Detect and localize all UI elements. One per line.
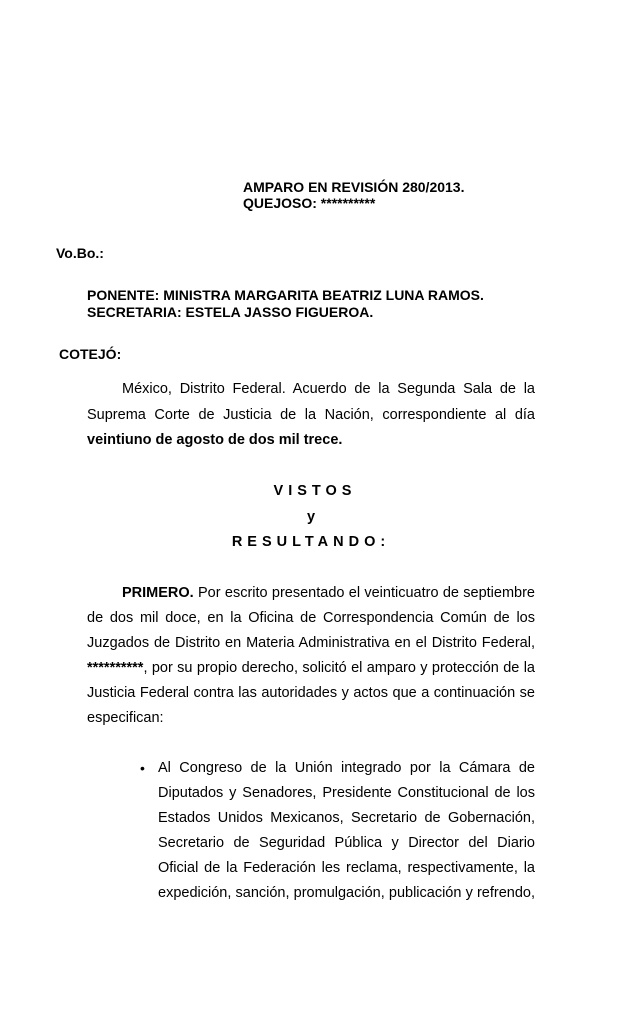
cotejo-label: COTEJÓ: — [59, 346, 122, 362]
primero-line-2: de dos mil doce, en la Oficina de Correspondencia Común de los — [87, 610, 535, 626]
intro-line-2: Suprema Corte de Justicia de la Nación, correspondiente al día — [87, 407, 535, 423]
heading-vistos: VISTOS — [273, 483, 357, 499]
bullet-line-4: Secretario de Seguridad Pública y Director del Diario — [158, 835, 535, 851]
vobo-label: Vo.Bo.: — [56, 245, 104, 261]
primero-line-4 — [87, 659, 535, 677]
heading-resultando: RESULTANDO: — [231, 534, 391, 550]
quejoso-line: QUEJOSO: ********** — [243, 195, 376, 211]
bullet-line-2: Diputados y Senadores, Presidente Constitucional de los — [158, 785, 535, 801]
primero-line-4-text: , por su propio derecho, solicitó el amparo y protección de la — [143, 660, 535, 676]
bullet-line-3: Estados Unidos Mexicanos, Secretario de Gobernación, — [158, 810, 535, 826]
bullet-line-5: Oficial de la Federación les reclama, respectivamente, la — [158, 860, 535, 876]
bullet-icon: • — [140, 760, 145, 776]
case-number: AMPARO EN REVISIÓN 280/2013. — [243, 179, 465, 195]
intro-line-3: veintiuno de agosto de dos mil trece. — [87, 432, 343, 448]
primero-line-5: Justicia Federal contra las autoridades y actos que a continuación se — [87, 685, 535, 701]
primero-line-1-text: Por escrito presentado el veinticuatro de septiembre — [193, 585, 535, 601]
primero-line-6: especifican: — [87, 710, 164, 726]
heading-y: y — [306, 509, 316, 525]
ponente-line: PONENTE: MINISTRA MARGARITA BEATRIZ LUNA RAMOS. — [87, 287, 484, 303]
redacted-name: ********** — [87, 660, 144, 676]
intro-line-1: México, Distrito Federal. Acuerdo de la Segunda Sala de la — [122, 381, 535, 397]
primero-line-1 — [122, 584, 535, 602]
primero-line-3: Juzgados de Distrito en Materia Administrativa en el Distrito Federal, — [87, 635, 535, 651]
primero-label: PRIMERO. — [122, 585, 194, 601]
secretaria-line: SECRETARIA: ESTELA JASSO FIGUEROA. — [87, 304, 374, 320]
bullet-line-6: expedición, sanción, promulgación, publicación y refrendo, — [158, 885, 535, 901]
bullet-line-1: Al Congreso de la Unión integrado por la Cámara de — [158, 760, 535, 776]
